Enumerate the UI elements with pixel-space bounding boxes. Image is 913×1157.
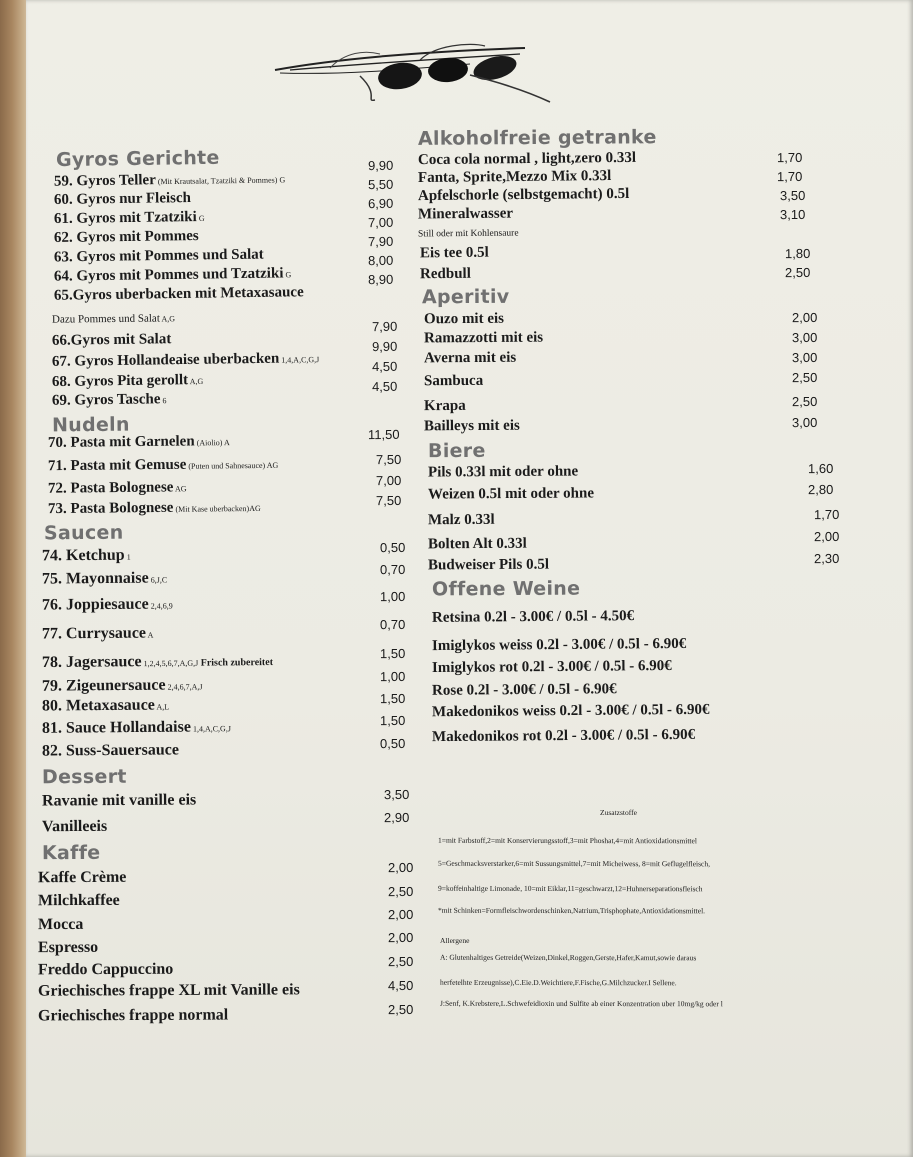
- olive-branch-icon: [270, 40, 560, 110]
- item-name: Apfelschorle (selbstgemacht) 0.5l: [417, 185, 630, 205]
- item-name: 62. Gyros mit Pommes: [53, 227, 199, 247]
- item-price: 6,90: [367, 195, 394, 212]
- menu-item: [424, 398, 466, 415]
- category-offene-weine: Offene Weine: [431, 577, 581, 601]
- item-name: 59. Gyros Teller: [53, 172, 156, 190]
- menu-item: [38, 869, 126, 887]
- item-price big: 4,50: [387, 977, 414, 994]
- item-name: Fanta, Sprite,Mezzo Mix 0.33l: [417, 167, 612, 187]
- item-price: 1,70: [776, 168, 803, 185]
- item-name: 68. Gyros Pita gerollt: [51, 372, 189, 391]
- item-price big: 2,50: [387, 953, 414, 970]
- allergen-codes: (Aiolio) A: [194, 438, 230, 448]
- wasser-note: Still oder mit Kohlensaure: [417, 228, 519, 240]
- menu-item: [42, 741, 179, 760]
- item-name: 61. Gyros mit Tzatziki: [53, 209, 197, 228]
- item-name: 67. Gyros Hollandeaise uberbacken: [51, 350, 280, 370]
- item-price: 3,00: [791, 349, 818, 366]
- item-price: 1,50: [379, 645, 406, 662]
- menu-item: [38, 1007, 228, 1026]
- item-name: Weizen 0.5l mit oder ohne: [427, 485, 595, 503]
- item-price: 1,60: [807, 460, 834, 477]
- allergen-codes: A,G: [188, 376, 204, 387]
- item-price: 1,00: [379, 668, 406, 685]
- zusatzstoffe-line: *mit Schinken=Formfleischwordenschinken,Natrium,Trisphophate,Antioxidationsmittel.: [437, 905, 706, 916]
- menu-item: [54, 284, 304, 304]
- item-price: 5,50: [367, 176, 394, 193]
- allergen-codes: AG: [173, 484, 187, 494]
- item-price big: 2,90: [383, 809, 410, 826]
- item-name: Sambuca: [423, 372, 484, 390]
- menu-item: [38, 892, 120, 910]
- item-price: 4,50: [371, 358, 398, 375]
- item-name: Averna mit eis: [423, 349, 517, 367]
- item-price: 7,50: [375, 492, 402, 509]
- item-name: 75. Mayonnaise: [41, 569, 149, 588]
- allergen-codes: 2,4,6,9: [148, 601, 173, 611]
- menu-item: [424, 373, 483, 390]
- allergen-codes: 1: [124, 552, 131, 562]
- item-price: 3,10: [779, 206, 806, 223]
- menu-item: [52, 391, 167, 410]
- item-price big: 2,00: [387, 906, 414, 923]
- item-price big: 2,50: [387, 1001, 414, 1018]
- menu-item: [420, 266, 471, 284]
- allergen-codes: A,L: [154, 702, 170, 712]
- item-name: 74. Ketchup: [41, 546, 125, 565]
- allergen-codes: (Mit Krautsalat, Tzatziki & Pommes) G: [155, 175, 286, 187]
- item-price: 0,50: [379, 735, 406, 752]
- item-name: Milchkaffee: [37, 891, 120, 910]
- allergen-codes: 6,J,C: [148, 575, 168, 585]
- item-price big: 2,00: [387, 929, 414, 946]
- menu-item: [42, 718, 231, 738]
- wine-item: Makedonikos weiss 0.2l - 3.00€ / 0.5l - 6.90€: [431, 701, 710, 721]
- item-name: 70. Pasta mit Garnelen: [47, 433, 195, 451]
- wine-item: Imiglykos rot 0.2l - 3.00€ / 0.5l - 6.90€: [431, 657, 672, 677]
- item-name: 73. Pasta Bolognese: [47, 499, 174, 518]
- allergen-codes: 2,4,6,7,A,J: [165, 682, 203, 692]
- item-name: 80. Metaxasauce: [41, 696, 155, 715]
- item-name: 71. Pasta mit Gemuse: [47, 456, 187, 475]
- item-price: 1,80: [784, 245, 811, 262]
- item-price: 0,70: [379, 561, 406, 578]
- item-price: 9,90: [367, 157, 394, 174]
- item-price: 7,90: [371, 318, 398, 335]
- item-name: Pils 0.33l mit oder ohne: [427, 463, 579, 481]
- allergen-codes: 1,2,4,5,6,7,A,G,J: [141, 658, 199, 669]
- menu-item: [48, 479, 187, 497]
- item-name: 65.Gyros uberbacken mit Metaxasauce: [53, 284, 304, 304]
- menu-item: [42, 625, 153, 644]
- menu-item: [54, 265, 291, 285]
- item-price: 3,00: [791, 414, 818, 431]
- allergene-line: herfetelhte Erzeugnisse),C.Eie.D.Weichtiere,F.Fische,G.Milchzucker.I Sellene.: [439, 977, 677, 988]
- item-price: 3,50: [779, 187, 806, 204]
- menu-item: [418, 150, 636, 169]
- menu-item: [48, 499, 261, 518]
- menu-item: [48, 433, 230, 452]
- item-name: Krapa: [423, 397, 466, 415]
- menu-item: [42, 569, 167, 588]
- item-name: Bolten Alt 0.33l: [427, 535, 527, 553]
- item-price: 1,50: [379, 690, 406, 707]
- item-name: Vanilleeis: [41, 817, 108, 836]
- item-name: 66.Gyros mit Salat: [51, 331, 172, 349]
- wine-item: Imiglykos weiss 0.2l - 3.00€ / 0.5l - 6.90€: [431, 635, 687, 655]
- menu-item: [42, 818, 107, 836]
- menu-item: [418, 186, 629, 205]
- menu-item: [42, 595, 173, 614]
- gyros-note: [52, 312, 175, 325]
- item-price: 7,00: [367, 214, 394, 231]
- note-text: Dazu Pommes und Salat: [51, 312, 160, 326]
- category-kaffe: Kaffe: [41, 841, 101, 865]
- menu-item: [54, 228, 199, 247]
- menu-item: [424, 418, 520, 436]
- item-price: 2,50: [784, 264, 811, 281]
- menu-item: [42, 791, 196, 810]
- item-name: Mineralwasser: [417, 205, 514, 223]
- item-name: 64. Gyros mit Pommes und Tzatziki: [53, 265, 284, 285]
- category-aperitiv: Aperitiv: [421, 285, 510, 309]
- item-price: 2,00: [813, 528, 840, 545]
- allergen-codes: 6: [160, 396, 167, 406]
- menu-item: [428, 463, 578, 481]
- item-price: 8,90: [367, 271, 394, 288]
- item-name: Ravanie mit vanille eis: [41, 791, 197, 810]
- zusatzstoffe-line: 1=mit Farbstoff,2=mit Konservierungsstoff,3=mit Phoshat,4=mit Antioxidationsmittel: [437, 835, 697, 846]
- menu-item: [428, 536, 527, 554]
- menu-item: [38, 961, 173, 980]
- item-price: 7,90: [367, 233, 394, 250]
- allergene-title: Allergene: [440, 936, 470, 945]
- menu-item: [428, 485, 594, 503]
- item-name: Malz 0.33l: [427, 511, 495, 529]
- item-name: Ramazzotti mit eis: [423, 329, 544, 347]
- item-name: Griechisches frappe XL mit Vanille eis: [37, 981, 300, 1000]
- item-price: 1,50: [379, 712, 406, 729]
- item-price: 0,50: [379, 539, 406, 556]
- menu-item: [54, 209, 205, 228]
- item-name: Budweiser Pils 0.5l: [427, 556, 550, 574]
- item-name: Griechisches frappe normal: [37, 1006, 229, 1025]
- item-price: 2,30: [813, 550, 840, 567]
- menu-item: [38, 916, 83, 934]
- menu-item: [38, 981, 300, 1000]
- menu-item: [424, 350, 516, 368]
- menu-item: [54, 190, 191, 209]
- menu-item: [428, 512, 495, 529]
- item-name: 60. Gyros nur Fleisch: [53, 190, 192, 208]
- item-price big: 3,50: [383, 786, 410, 803]
- item-price: 2,50: [791, 393, 818, 410]
- item-name: Coca cola normal , light,zero 0.33l: [417, 149, 637, 169]
- item-price: 7,50: [375, 451, 402, 468]
- item-extra: Frisch zubereitet: [198, 656, 274, 669]
- item-name: Kaffe Crème: [37, 868, 127, 887]
- item-price: 2,50: [791, 369, 818, 386]
- menu-item: [42, 696, 169, 715]
- allergen-codes: A: [145, 630, 154, 640]
- category-nudeln: Nudeln: [51, 413, 130, 437]
- menu-item: [420, 245, 489, 263]
- menu-item: [48, 456, 278, 475]
- item-name: 82. Suss-Sauersauce: [41, 741, 179, 760]
- item-price big: 2,00: [387, 859, 414, 876]
- menu-item: [38, 939, 98, 957]
- allergene-line: J:Senf, K.Krebstere,L.Schwefeidioxin und Sulfite ab einer Konzentration uber 10mg/kg oder l: [439, 998, 723, 1009]
- item-price: 2,80: [807, 481, 834, 498]
- item-price: 1,00: [379, 588, 406, 605]
- allergene-line: A: Glutenhaltiges Getreide(Weizen,Dinkel,Roggen,Gerste,Hafer,Kamut,sowie daraus: [439, 952, 697, 963]
- item-price: 7,00: [375, 472, 402, 489]
- category-gyros: Gyros Gerichte: [55, 146, 220, 172]
- item-name: Bailleys mit eis: [423, 417, 520, 435]
- item-price: 2,00: [791, 309, 818, 326]
- item-name: 81. Sauce Hollandaise: [41, 718, 191, 737]
- allergen-codes: 1,4,A,C,G,J: [279, 355, 320, 365]
- item-name: Mocca: [37, 915, 84, 934]
- menu-item: [428, 557, 549, 575]
- item-name: 69. Gyros Tasche: [51, 391, 161, 409]
- item-price: 1,70: [813, 506, 840, 523]
- item-price: 11,50: [367, 426, 400, 443]
- item-price big: 2,50: [387, 883, 414, 900]
- item-price: 1,70: [776, 149, 803, 166]
- wine-item: Retsina 0.2l - 3.00€ / 0.5l - 4.50€: [431, 608, 635, 626]
- category-dessert: Dessert: [41, 765, 127, 789]
- allergen-codes: G: [196, 213, 205, 224]
- menu-item: [54, 247, 264, 267]
- menu-item: [42, 547, 131, 566]
- menu-item: [418, 168, 611, 187]
- item-name: 79. Zigeunersauce: [41, 676, 166, 695]
- wine-item: Rose 0.2l - 3.00€ / 0.5l - 6.90€: [431, 681, 617, 699]
- item-name: 72. Pasta Bolognese: [47, 479, 174, 497]
- allergen-codes: G: [283, 270, 292, 280]
- zusatzstoffe-line: 5=Geschmacksverstarker,6=mit Sussungsmittel,7=mit Micheiwess, 8=mit Geflugelfleisch,: [437, 858, 711, 869]
- item-name: 78. Jagersauce: [41, 653, 142, 672]
- menu-item: [52, 372, 203, 391]
- menu-item: [418, 206, 513, 224]
- item-name: 63. Gyros mit Pommes und Salat: [53, 246, 264, 266]
- allergen-codes: (Puten und Sahnesauce) AG: [186, 460, 279, 471]
- item-price: 3,00: [791, 329, 818, 346]
- category-saucen: Saucen: [43, 521, 124, 545]
- zusatzstoffe-title: Zusatzstoffe: [600, 808, 637, 817]
- menu-item: [54, 170, 285, 190]
- item-name: 76. Joppiesauce: [41, 595, 149, 614]
- item-name: Espresso: [37, 938, 99, 957]
- menu-item: [424, 311, 504, 329]
- item-price: 8,00: [367, 252, 394, 269]
- item-price: 0,70: [379, 616, 406, 633]
- menu-item: [52, 331, 172, 350]
- item-name: 77. Currysauce: [41, 624, 147, 643]
- item-name: Freddo Cappuccino: [37, 960, 174, 979]
- category-biere: Biere: [427, 439, 486, 463]
- item-name: Redbull: [419, 265, 471, 283]
- menu-item: [424, 330, 543, 348]
- item-name: Eis tee 0.5l: [419, 244, 489, 262]
- item-price: 4,50: [371, 378, 398, 395]
- category-alkoholfrei: Alkoholfreie getranke: [417, 126, 657, 150]
- menu-item: [42, 652, 273, 672]
- wine-item: Makedonikos rot 0.2l - 3.00€ / 0.5l - 6.90€: [431, 726, 696, 746]
- allergen-codes: A,G: [159, 314, 176, 324]
- item-name: Ouzo mit eis: [423, 310, 505, 328]
- zusatzstoffe-line: 9=koffeinhaltige Limonade, 10=mit Eiklar,11=geschwarzt,12=Huhnerseparationsfleisch: [437, 883, 703, 894]
- allergen-codes: (Mit Kase uberbacken)AG: [173, 503, 261, 514]
- item-price: 9,90: [371, 338, 398, 355]
- allergen-codes: 1,4,A,C,G,J: [190, 724, 231, 734]
- menu-item: [42, 676, 203, 695]
